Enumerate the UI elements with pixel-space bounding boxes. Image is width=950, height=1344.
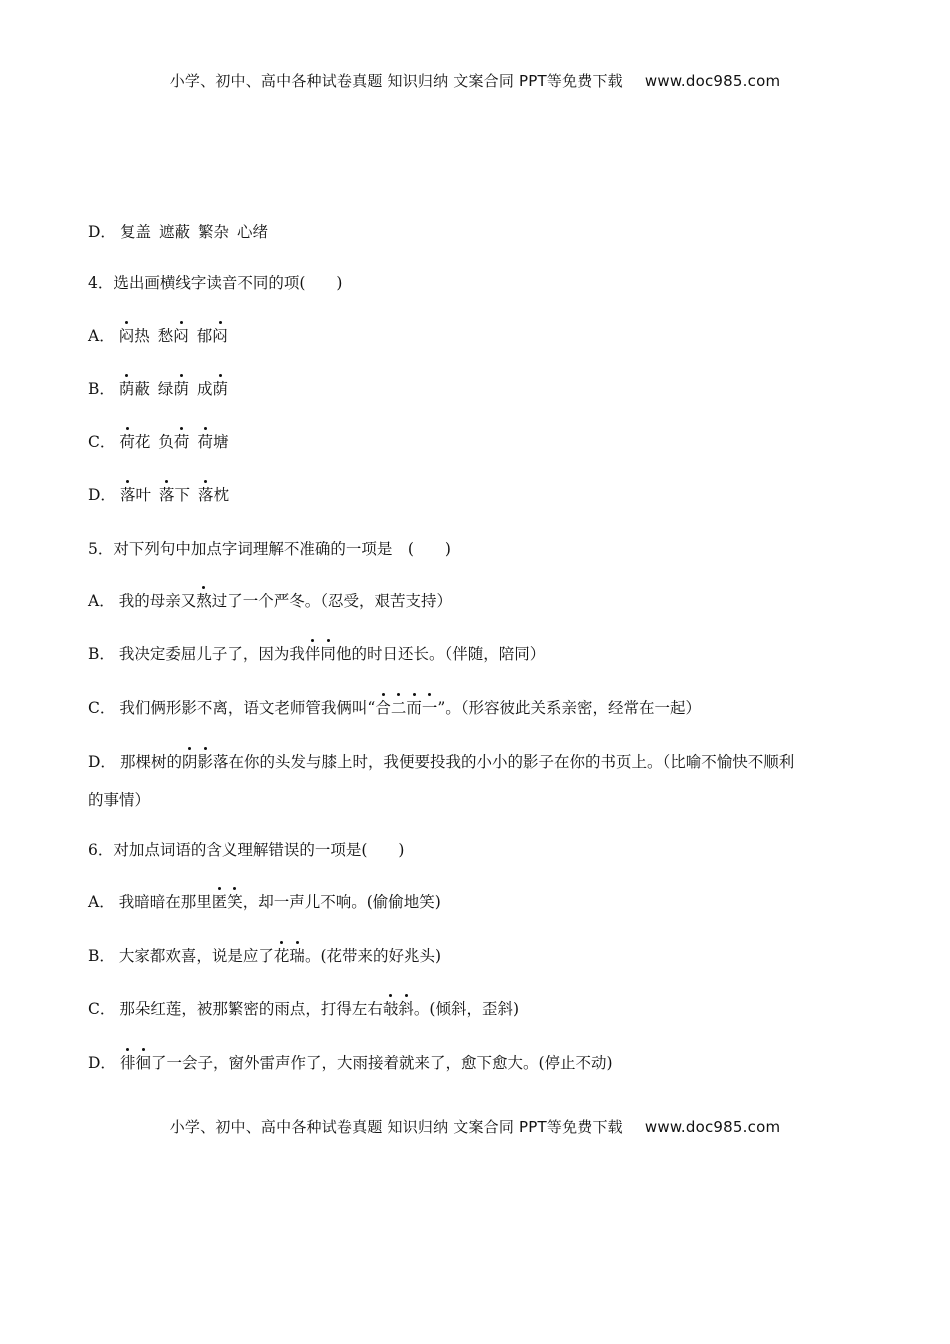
char: 下: [174, 486, 190, 504]
q6-option-d: [88, 1053, 613, 1073]
q5-option-b: [88, 644, 545, 664]
option-label: D．: [88, 753, 116, 771]
q4-option-a: [88, 326, 228, 346]
header-site-link[interactable]: www.doc985.com: [644, 72, 781, 90]
option-label: A．: [88, 327, 115, 345]
dotted-char: 一: [421, 699, 438, 717]
text: 我暗暗在那里: [118, 893, 212, 911]
dotted-char: 荷: [197, 433, 213, 451]
dotted-char: 阴: [181, 753, 198, 771]
dotted-char: 落: [158, 486, 175, 504]
dotted-char: 荷: [173, 433, 190, 451]
text: ”。（形容彼此关系亲密，经常在一起）: [437, 699, 702, 717]
word: 心绪: [236, 223, 268, 241]
text: 了一会子，窗外雷声作了，大雨接着就来了，愈下愈大。(停止不动): [150, 1054, 613, 1072]
q6-option-b: [88, 946, 441, 966]
dotted-char: 熬: [196, 592, 212, 610]
dotted-char: 徊: [135, 1054, 151, 1072]
footer-text: 小学、初中、高中各种试卷真题 知识归纳 文案合同 PPT等免费下载: [169, 1118, 623, 1136]
char: 愁: [157, 327, 174, 345]
char: 热: [134, 327, 150, 345]
text: 那朵红莲，被那繁密的雨点，打得左右: [119, 1000, 383, 1018]
q3-option-d: [88, 222, 268, 242]
dotted-char: 落: [119, 486, 136, 504]
word: 繁杂: [197, 223, 229, 241]
option-label: A．: [88, 893, 115, 911]
option-label: B．: [88, 380, 115, 398]
char: 绿: [157, 380, 174, 398]
char: 成: [196, 380, 213, 398]
dotted-char: 花: [273, 947, 290, 965]
header-text: 小学、初中、高中各种试卷真题 知识归纳 文案合同 PPT等免费下载: [169, 72, 623, 90]
q6-option-c: [88, 999, 519, 1019]
q5-option-a: [88, 591, 452, 611]
footer-site-link[interactable]: www.doc985.com: [644, 1118, 781, 1136]
q5-option-c: [88, 698, 701, 718]
option-label: A．: [88, 592, 115, 610]
option-label: C．: [88, 1000, 116, 1018]
dotted-char: 荫: [173, 380, 189, 398]
char: 叶: [135, 486, 151, 504]
text: ，却一声儿不响。(偷偷地笑): [242, 893, 441, 911]
text: 我们俩形影不离，语文老师管我俩叫“: [119, 699, 376, 717]
dotted-char: 斜: [398, 1000, 414, 1018]
q4-stem: 4．选出画横线字读音不同的项( ): [88, 274, 343, 292]
dotted-char: 徘: [119, 1054, 136, 1072]
dotted-char: 闷: [212, 327, 228, 345]
option-label: D．: [88, 486, 116, 504]
dotted-char: 荫: [212, 380, 228, 398]
text: 他的时日还长。（伴随，陪同）: [335, 645, 546, 663]
text: 那棵树的: [119, 753, 182, 771]
q4-option-b: [88, 379, 228, 399]
option-label: B．: [88, 645, 115, 663]
option-label: D．: [88, 223, 116, 241]
dotted-char: 落: [198, 486, 214, 504]
text: 过了一个严冬。（忍受，艰苦支持）: [211, 592, 452, 610]
q4-option-c: [88, 432, 228, 452]
dotted-char: 伴: [304, 645, 321, 663]
dotted-char: 闷: [118, 327, 135, 345]
dotted-char: 闷: [173, 327, 189, 345]
dotted-char: 而: [406, 699, 422, 717]
word: 复盖: [119, 223, 151, 241]
q6-stem: 6．对加点词语的含义理解错误的一项是( ): [88, 841, 405, 859]
dotted-char: 荫: [118, 380, 135, 398]
option-label: C．: [88, 699, 116, 717]
dotted-char: 笑: [227, 893, 243, 911]
dotted-char: 合: [375, 699, 391, 717]
option-label: C．: [88, 433, 116, 451]
dotted-char: 影: [197, 753, 213, 771]
word: 遮蔽: [158, 223, 190, 241]
char: 负: [158, 433, 174, 451]
dotted-char: 同: [320, 645, 336, 663]
char: 郁: [196, 327, 213, 345]
text: 落在你的头发与膝上时，我便要投我的小小的影子在你的书页上。（比喻不愉快不顺利: [212, 753, 795, 771]
char: 枕: [213, 486, 230, 504]
text: 大家都欢喜，说是应了: [118, 947, 274, 965]
text: 我决定委屈儿子了，因为我: [118, 645, 305, 663]
option-label: D．: [88, 1054, 116, 1072]
q5-option-d: [88, 752, 794, 772]
q5-stem: 5．对下列句中加点字词理解不准确的一项是 ( ): [88, 540, 451, 558]
dotted-char: 二: [390, 699, 407, 717]
char: 花: [134, 433, 151, 451]
page-header: [0, 70, 950, 91]
char: 塘: [212, 433, 229, 451]
q4-option-d: [88, 485, 229, 505]
q5-option-d-continued: 的事情）: [88, 791, 151, 809]
dotted-char: 匿: [211, 893, 228, 911]
q6-option-a: [88, 892, 441, 912]
dotted-char: 瑞: [289, 947, 305, 965]
dotted-char: 荷: [119, 433, 135, 451]
page-footer: [0, 1116, 950, 1137]
text: 。(花带来的好兆头): [304, 947, 442, 965]
text: 。(倾斜，歪斜): [413, 1000, 520, 1018]
dotted-char: 攲: [382, 1000, 399, 1018]
option-label: B．: [88, 947, 115, 965]
char: 蔽: [134, 380, 150, 398]
text: 我的母亲又: [118, 592, 197, 610]
